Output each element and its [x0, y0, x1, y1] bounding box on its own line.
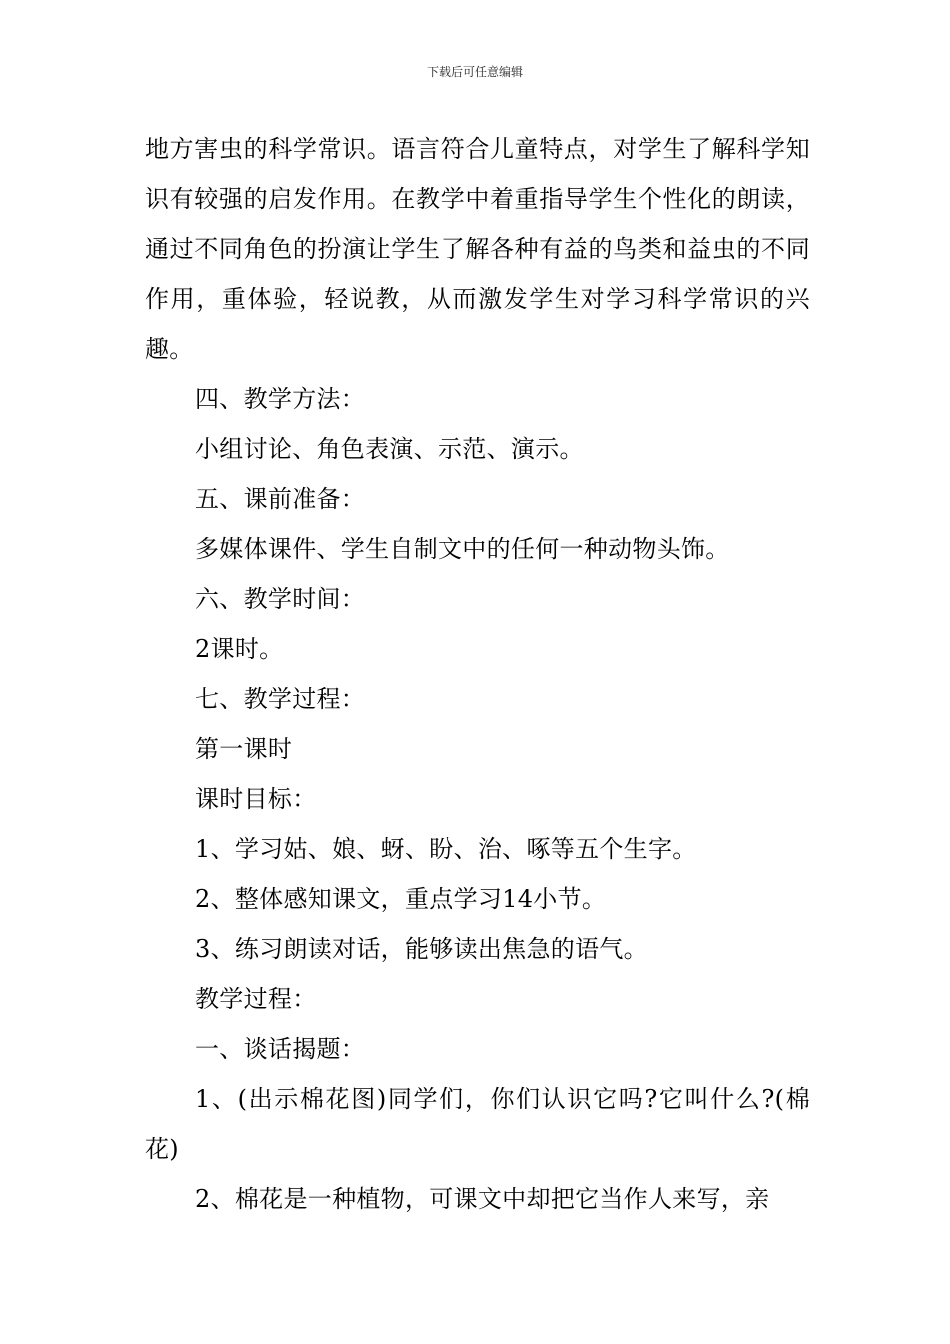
section-heading-teaching-process: 七、教学过程：	[195, 685, 366, 713]
paragraph: 2课时。	[195, 635, 284, 663]
list-item: 2、整体感知课文，重点学习14小节。	[195, 885, 607, 913]
list-item: 1、(出示棉花图)同学们，你们认识它吗?它叫什么?(棉花)	[145, 1085, 810, 1163]
section-heading-teaching-time: 六、教学时间：	[195, 585, 366, 613]
paragraph: 多媒体课件、学生自制文中的任何一种动物头饰。	[195, 535, 730, 563]
section-heading-teaching-methods: 四、教学方法：	[195, 385, 366, 413]
subheading-intro: 一、谈话揭题：	[195, 1035, 366, 1063]
list-item: 3、练习朗读对话，能够读出焦急的语气。	[195, 935, 648, 963]
paragraph: 地方害虫的科学常识。语言符合儿童特点，对学生了解科学知识有较强的启发作用。在教学中着重指导学生个性化的朗读，通过不同角色的扮演让学生了解各种有益的鸟类和益虫的不同作用，重体验，轻说教，从而激发学生对学习科学常识的兴趣。	[145, 135, 810, 363]
subheading-process: 教学过程：	[195, 985, 317, 1013]
subheading-first-lesson: 第一课时	[195, 735, 293, 763]
section-heading-preparation: 五、课前准备：	[195, 485, 366, 513]
list-item: 2、棉花是一种植物，可课文中却把它当作人来写，亲	[195, 1185, 770, 1213]
page-header: 下载后可任意编辑	[426, 65, 523, 79]
document-body	[145, 124, 810, 1224]
subheading-lesson-goals: 课时目标：	[195, 785, 317, 813]
list-item: 1、学习姑、娘、蚜、盼、治、啄等五个生字。	[195, 835, 697, 863]
paragraph: 小组讨论、角色表演、示范、演示。	[195, 435, 584, 463]
